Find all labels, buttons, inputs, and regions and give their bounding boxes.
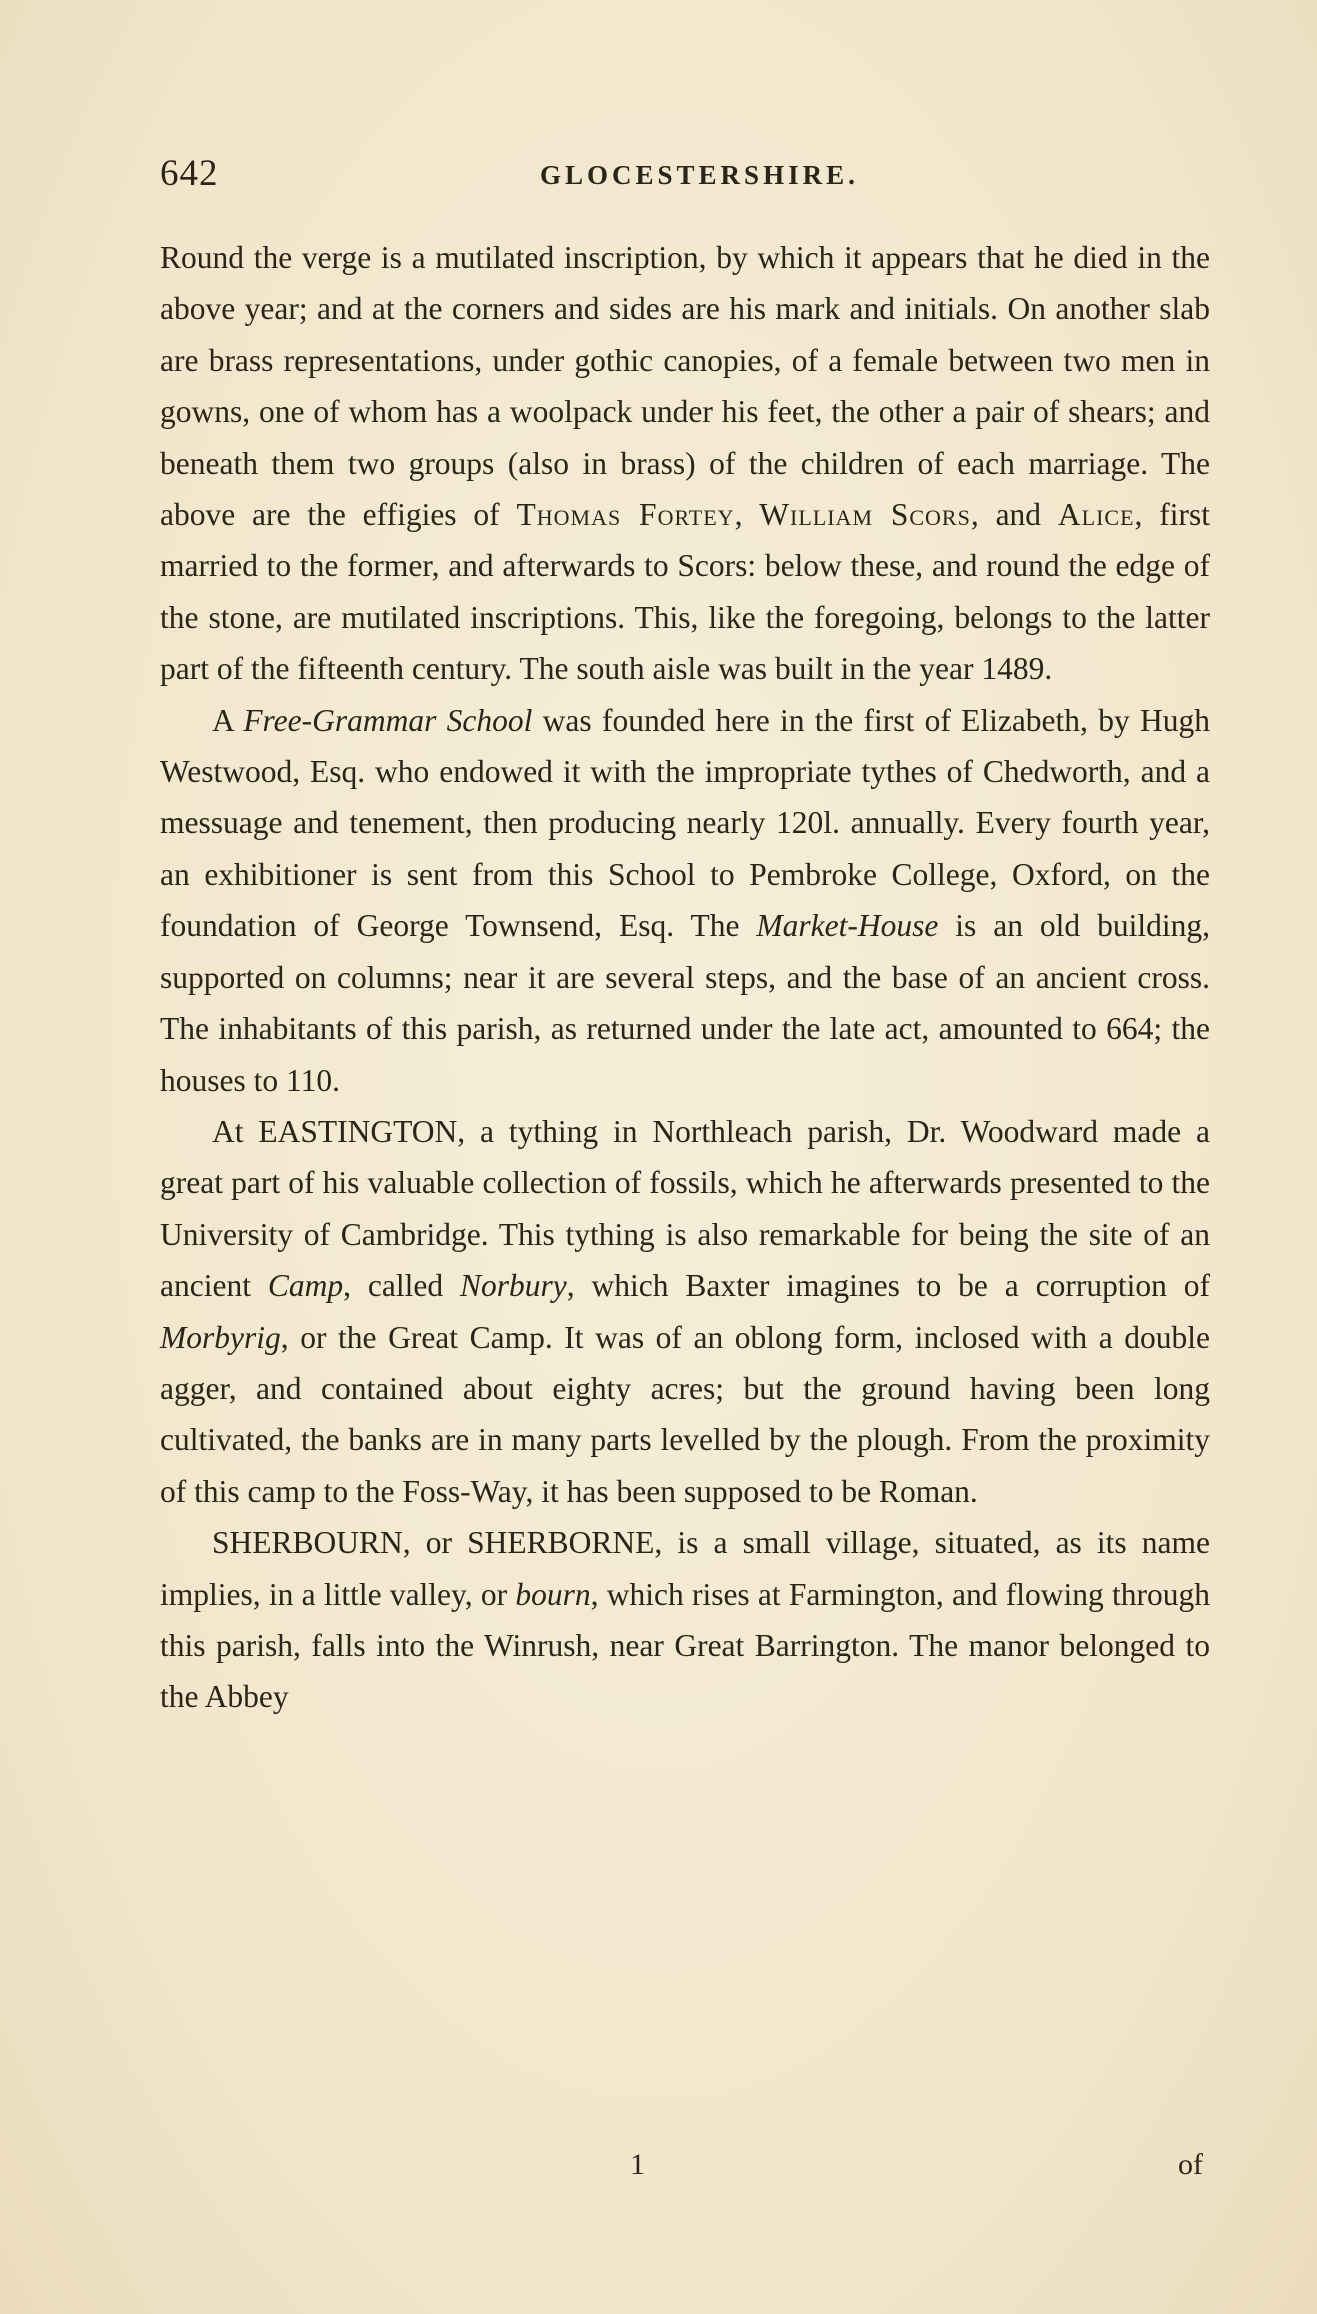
text-run: was founded here in the first of Elizabeth, by Hugh Westwood, Esq. who endowed it with the impropriate tythes of Chedworth, and a messuage and tenement, then producing nearly 120l. annually. Every fourth year, an exhibitioner is sent from this School to Pembroke College, Oxford, on the foundation of George Townsend, Esq. The [160,702,1210,944]
small-caps-text: Alice [1057,497,1135,533]
italic-text: Morbyrig [160,1319,281,1355]
small-caps-text: William Scors [759,497,971,533]
text-run: SHERBOURN, or SHERBORNE, is a small village, situated, as its name implies, in a little valley, or [160,1525,1210,1612]
italic-text: bourn [515,1576,591,1612]
signature-mark: 1 [630,2148,645,2181]
paragraph [160,1517,1210,1723]
text-run: , first married to the former, and afterwards to Scors: below these, and round the edge of the stone, are mutilated inscriptions. This, like the foregoing, belongs to the latter part of the fifteenth century. The south aisle was built in the year 1489. [160,497,1210,687]
paragraph [160,695,1210,1106]
text-run: , or the Great Camp. It was of an oblong form, inclosed with a double agger, and contained about eighty acres; but the ground having been long cultivated, the banks are in many parts levelled by the plough. From the proximity of this camp to the Foss-Way, it has been supposed to be Roman. [160,1319,1210,1509]
paragraph [160,232,1210,695]
text-run: , which Baxter imagines to be a corruption of [566,1268,1211,1304]
running-head: GLOCESTERSHIRE. [540,160,859,190]
text-run: is an old building, supported on columns; near it are several steps, and the base of an ancient cross. The inhabitants of this parish, as returned under the late act, amounted to 664; the houses to 110. [160,908,1210,1098]
text-run: A [212,702,244,738]
body-text [160,232,1210,1723]
text-run: , called [343,1268,460,1304]
page-number: 642 [160,153,219,194]
catchword: of [1178,2148,1203,2181]
italic-text: Camp [267,1268,344,1304]
text-run: , which rises at Farmington, and flowing through this parish, falls into the Winrush, near Great Barrington. The manor belonged to the Abbey [160,1576,1210,1715]
text-run: , and [970,497,1058,533]
italic-text: Free-Grammar School [243,702,533,738]
paragraph [160,1106,1210,1517]
small-caps-text: Thomas Fortey [516,497,735,533]
text-run: At EASTINGTON, a tything in Northleach parish, Dr. Woodward made a great part of his valuable collection of fossils, which he afterwards presented to the University of Cambridge. This tything is also remarkable for being the site of an ancient [160,1113,1210,1304]
italic-text: Market-House [756,908,939,944]
text-run: , [734,497,760,533]
italic-text: Norbury [459,1268,567,1304]
page-header [160,150,1220,200]
text-run: Round the verge is a mutilated inscription, by which it appears that he died in the above year; and at the corners and sides are his mark and initials. On another slab are brass representations, under gothic canopies, of a female between two men in gowns, one of whom has a woolpack under his feet, the other a pair of shears; and beneath them two groups (also in brass) of the children of each marriage. The above are the effigies of [160,240,1210,533]
